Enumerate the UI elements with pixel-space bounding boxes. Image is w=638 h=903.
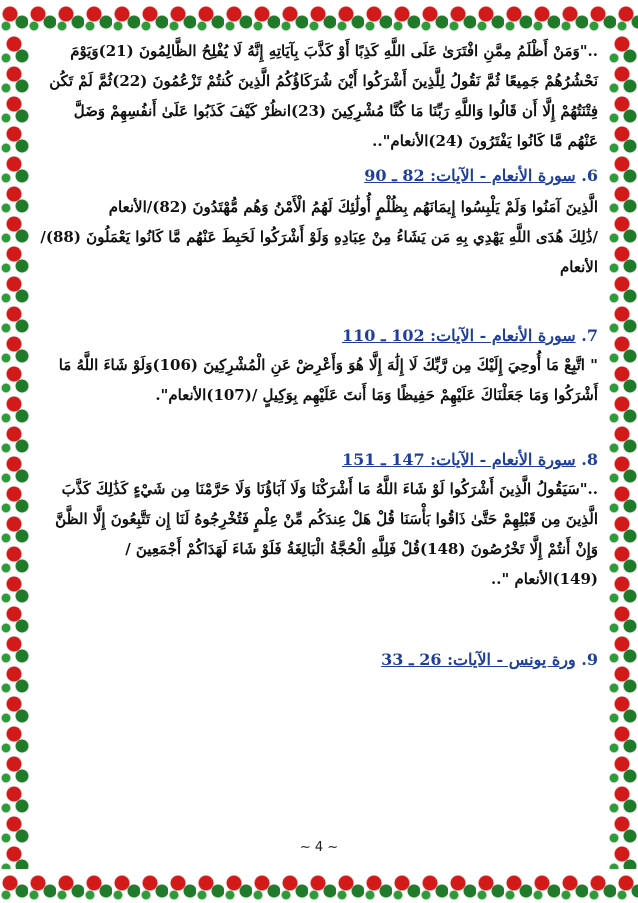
decorative-border-left bbox=[0, 34, 30, 869]
section-9-heading bbox=[40, 646, 598, 674]
page-number: ~ 4 ~ bbox=[299, 840, 339, 855]
section-8-reference: سورة الأنعام - الآيات: 147 ـ 151 bbox=[341, 450, 576, 469]
section-8-text: .."سَيَقُولُ الَّذِينَ أَشْرَكُوا لَوْ شَاءَ اللَّهُ مَا أَشْرَكْنَا وَلَا آبَاؤُنَا وَلَا حَرَّمْنَا مِن شَيْءٍ كَذَٰلِكَ كَذَّبَ الَّذِينَ مِن قَبْلِهِمْ حَتَّىٰ ذَاقُوا بَأْسَنَا قُلْ هَلْ عِندَكُم مِّنْ عِلْمٍ فَتُخْرِجُوهُ لَنَا إِن تَتَّبِعُونَ إِلَّا الظَّنَّ وَإِنْ أَنتُمْ إِلَّا تَخْرُصُونَ (148)قُلْ فَلِلَّهِ الْحُجَّةُ الْبَالِغَةُ فَلَوْ شَاءَ لَهَدَاكُمْ أَجْمَعِينَ / (149)الأنعام ".. bbox=[55, 480, 598, 588]
section-7-number: 7. bbox=[581, 326, 598, 345]
section-6-heading bbox=[40, 162, 598, 190]
section-6-number: 6. bbox=[581, 166, 598, 185]
section-8-number: 8. bbox=[581, 450, 598, 469]
section-9-reference: ورة يونس - الآيات: 26 ـ 33 bbox=[381, 650, 576, 669]
page-content bbox=[40, 36, 598, 863]
decorative-border-top bbox=[0, 0, 638, 34]
section-9-number: 9. bbox=[581, 650, 598, 669]
decorative-border-bottom bbox=[0, 869, 638, 903]
section-8-heading bbox=[40, 446, 598, 474]
section-6-text-2: /ذَٰلِكَ هُدَى اللَّهِ يَهْدِي بِهِ مَن يَشَاءُ مِنْ عِبَادِهِ وَلَوْ أَشْرَكُوا لَحَبِطَ عَنْهُم مَّا كَانُوا يَعْمَلُونَ (88)/الأنعام bbox=[40, 228, 598, 276]
section-7-reference: سورة الأنعام - الآيات: 102 ـ 110 bbox=[341, 326, 576, 345]
section-6-reference: سورة الأنعام - الآيات: 82 ـ 90 bbox=[364, 166, 576, 185]
section-7-heading bbox=[40, 322, 598, 350]
decorative-border-right bbox=[608, 34, 638, 869]
section-7-text: " اتَّبِعْ مَا أُوحِيَ إِلَيْكَ مِن رَّبِّكَ لَا إِلَٰهَ إِلَّا هُوَ وَأَعْرِضْ عَنِ الْمُشْرِكِينَ (106)وَلَوْ شَاءَ اللَّهُ مَا أَشْرَكُوا وَمَا جَعَلْنَاكَ عَلَيْهِمْ حَفِيظًا وَمَا أَنتَ عَلَيْهِم بِوَكِيلٍ /(107)الأنعام". bbox=[58, 356, 598, 404]
section-6-text: الَّذِينَ آمَنُوا وَلَمْ يَلْبِسُوا إِيمَانَهُم بِظُلْمٍ أُولَٰئِكَ لَهُمُ الْأَمْنُ وَهُم مُّهْتَدُونَ (82)/الأنعام bbox=[108, 198, 598, 216]
section-1-text: .."وَمَنْ أَظْلَمُ مِمَّنِ افْتَرَىٰ عَلَى اللَّهِ كَذِبًا أَوْ كَذَّبَ بِآيَاتِهِ إِنَّهُ لَا يُفْلِحُ الظَّالِمُونَ (21)وَيَوْمَ نَحْشُرُهُمْ جَمِيعًا ثُمَّ نَقُولُ لِلَّذِينَ أَشْرَكُوا أَيْنَ شُرَكَاؤُكُمُ الَّذِينَ كُنتُمْ تَزْعُمُونَ (22)ثُمَّ لَمْ تَكُن فِتْنَتُهُمْ إِلَّا أَن قَالُوا وَاللَّهِ رَبِّنَا مَا كُنَّا مُشْرِكِينَ (23)انظُرْ كَيْفَ كَذَبُوا عَلَىٰ أَنفُسِهِمْ وَضَلَّ عَنْهُم مَّا كَانُوا يَفْتَرُونَ (24)الأنعام".. bbox=[49, 42, 598, 150]
